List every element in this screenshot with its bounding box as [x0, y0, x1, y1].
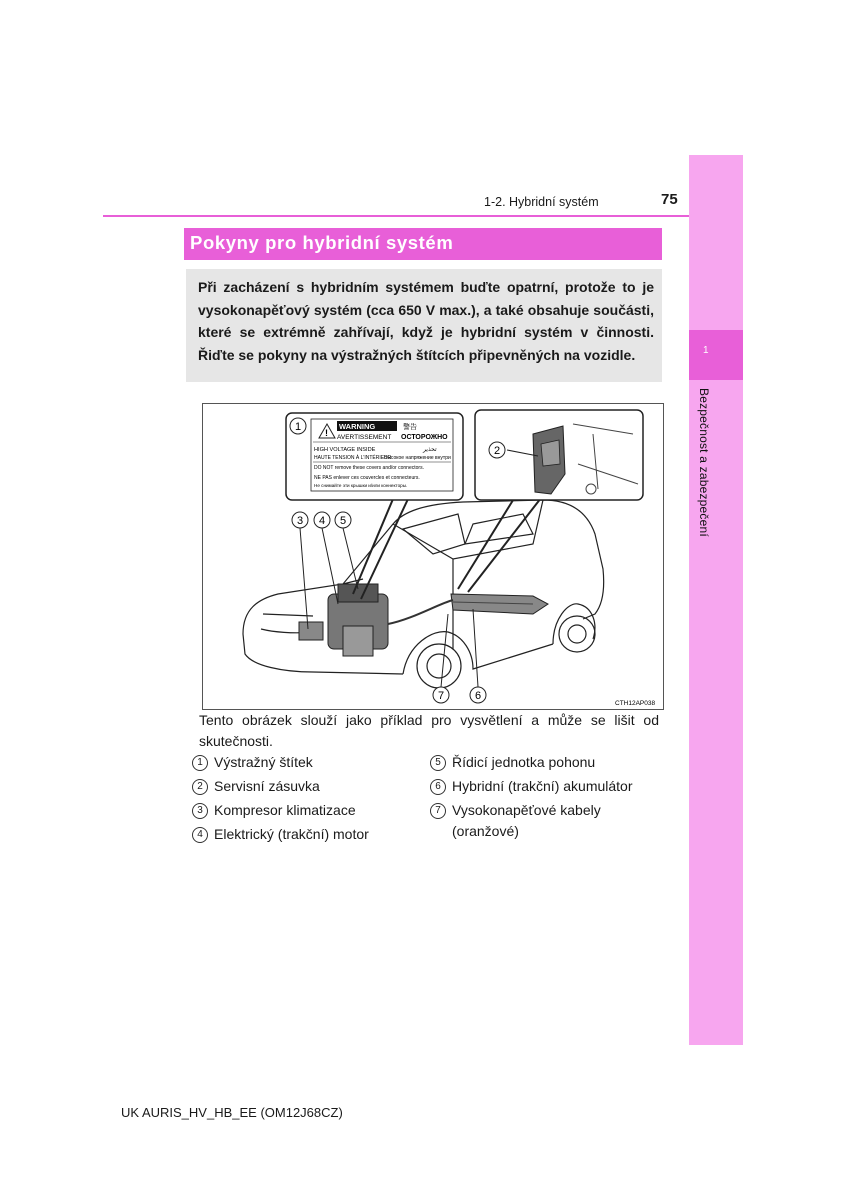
label-arabic: تحذير: [423, 446, 437, 453]
legend-text: Elektrický (trakční) motor: [214, 826, 369, 842]
callout-7: 7: [437, 690, 445, 702]
svg-text:!: !: [325, 428, 328, 438]
legend-text: Hybridní (trakční) akumulátor: [452, 778, 633, 794]
legend-number: 5: [430, 755, 446, 771]
legend-item: [192, 824, 369, 845]
header-rule: [103, 215, 689, 217]
label-ostorozhno: ОСТОРОЖНО: [401, 434, 448, 441]
legend-text: Kompresor klimatizace: [214, 802, 356, 818]
legend-item: [430, 776, 633, 797]
chapter-number-tab: [689, 330, 743, 380]
callout-3: 3: [296, 515, 304, 527]
intro-box: [186, 269, 662, 382]
legend-number: 3: [192, 803, 208, 819]
chapter-side-tab: [689, 155, 743, 1045]
legend-number: 6: [430, 779, 446, 795]
legend-number: 1: [192, 755, 208, 771]
callout-4: 4: [318, 515, 326, 527]
callout-2: 2: [493, 445, 501, 457]
label-warning-jp: 警告: [403, 423, 417, 431]
page-title: Pokyny pro hybridní systém: [190, 232, 454, 253]
footer-code: UK AURIS_HV_HB_EE (OM12J68CZ): [121, 1105, 343, 1120]
label-warning: WARNING: [339, 422, 376, 431]
label-haute: HAUTE TENSION À L'INTÉRIEUR: [314, 455, 392, 461]
label-ne-pas: NE PAS enlever ces couvercles et connecteurs.: [314, 475, 420, 481]
page-number: 75: [661, 191, 678, 208]
label-ne-snimat: Не снимайте эти крышки и/или коннекторы.: [314, 483, 408, 488]
legend-item: [430, 800, 601, 842]
callout-1: 1: [294, 421, 302, 433]
legend-text: Vysokonapěťové kabely: [452, 802, 601, 818]
label-vysokoe: Высокое напряжение внутри: [384, 455, 451, 461]
intro-text: Při zacházení s hybridním systémem buďte opatrní, protože to je vysokonapěťový systém (cca 650 V max.), a také obsahuje součásti, které se extrémně zahřívají, když je hybridní systém v činnosti. Řiďte se pokyny na výstražných štítcích připevněných na vozidle.: [198, 279, 654, 363]
legend-item: [192, 800, 356, 821]
chapter-title: Bezpečnost a zabezpečení: [697, 388, 711, 537]
callout-5: 5: [339, 515, 347, 527]
legend-text: Výstražný štítek: [214, 754, 313, 770]
label-avert: AVERTISSEMENT: [337, 434, 392, 441]
label-hv-inside: HIGH VOLTAGE INSIDE: [314, 447, 376, 453]
hybrid-system-figure: [202, 403, 664, 710]
figure-caption: Tento obrázek slouží jako příklad pro vysvětlení a může se lišit od skutečnosti.: [199, 712, 659, 749]
callout-6: 6: [474, 690, 482, 702]
section-header: 1-2. Hybridní systém: [484, 195, 599, 209]
label-do-not: DO NOT remove these covers and/or connectors.: [314, 465, 424, 471]
legend-number: 4: [192, 827, 208, 843]
legend-number: 7: [430, 803, 446, 819]
legend-item: [430, 752, 595, 773]
legend-item: [192, 776, 320, 797]
chapter-number: 1: [703, 345, 709, 356]
legend-item: [192, 752, 313, 773]
figure-code: CTH12AP038: [615, 700, 656, 707]
title-bar: [184, 228, 662, 260]
legend-text-continued: (oranžové): [452, 823, 519, 839]
legend-number: 2: [192, 779, 208, 795]
legend-text: Řídicí jednotka pohonu: [452, 754, 596, 770]
legend-text: Servisní zásuvka: [214, 778, 320, 794]
car-illustration: [203, 404, 663, 709]
